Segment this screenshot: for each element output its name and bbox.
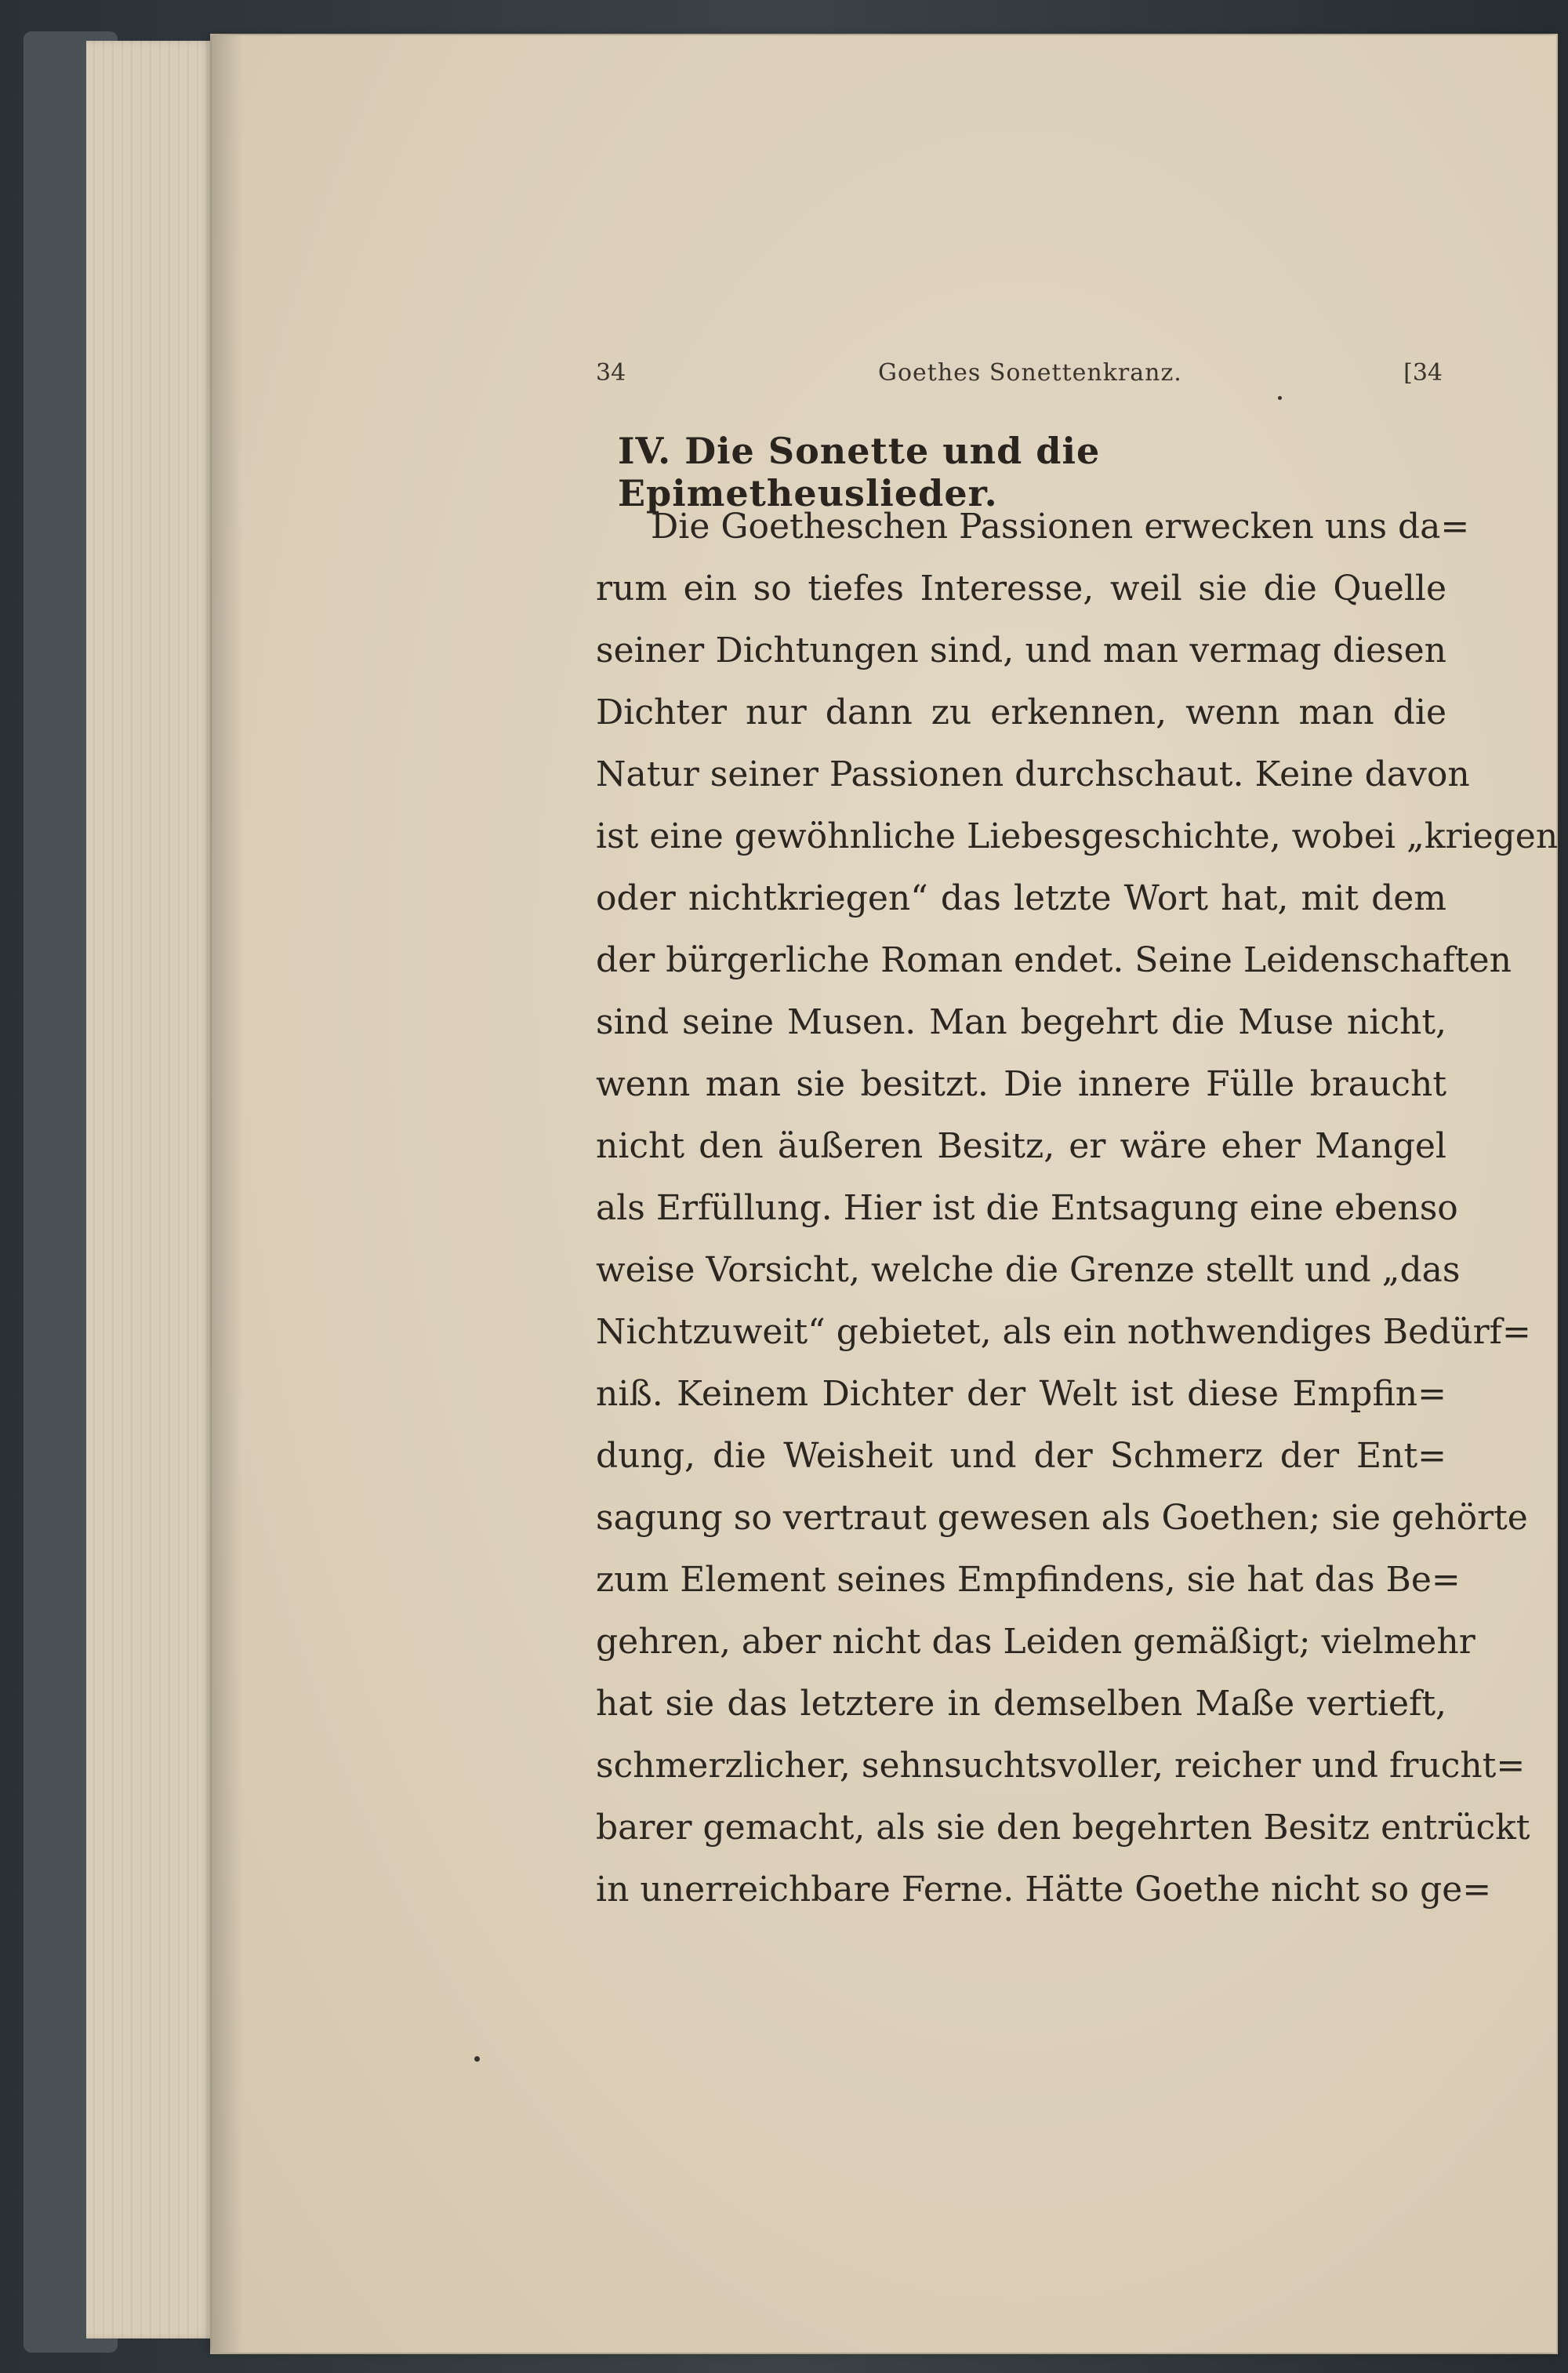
running-header bbox=[596, 359, 1443, 398]
paper-speck bbox=[1278, 396, 1282, 400]
text-line: rum ein so tiefes Interesse, weil sie die Quelle bbox=[596, 569, 1446, 609]
text-line: als Erfüllung. Hier ist die Entsagung eine ebenso bbox=[596, 1188, 1458, 1228]
text-line: Natur seiner Passionen durchschaut. Keine davon bbox=[596, 754, 1470, 794]
running-title: Goethes Sonettenkranz. bbox=[878, 359, 1182, 387]
page-number-right: [34 bbox=[1403, 359, 1443, 387]
text-line: in unerreichbare Ferne. Hätte Goethe nicht so ge= bbox=[596, 1870, 1492, 1910]
text-line: sagung so vertraut gewesen als Goethen; sie gehörte bbox=[596, 1498, 1528, 1538]
text-line: Dichter nur dann zu erkennen, wenn man die bbox=[596, 692, 1446, 732]
text-line: niß. Keinem Dichter der Welt ist diese Empfin= bbox=[596, 1374, 1446, 1414]
text-line: der bürgerliche Roman endet. Seine Leidenschaften bbox=[596, 940, 1512, 980]
text-line: seiner Dichtungen sind, und man vermag diesen bbox=[596, 630, 1446, 670]
text-line: weise Vorsicht, welche die Grenze stellt und „das bbox=[596, 1250, 1461, 1290]
text-line: oder nichtkriegen“ das letzte Wort hat, mit dem bbox=[596, 878, 1446, 918]
text-line: barer gemacht, als sie den begehrten Besitz entrückt bbox=[596, 1808, 1530, 1848]
text-line: zum Element seines Empfindens, sie hat das Be= bbox=[596, 1560, 1461, 1600]
text-line: dung, die Weisheit und der Schmerz der Ent= bbox=[596, 1436, 1446, 1476]
text-line: wenn man sie besitzt. Die innere Fülle braucht bbox=[596, 1064, 1446, 1104]
text-line: Nichtzuweit“ gebietet, als ein nothwendiges Bedürf= bbox=[596, 1312, 1531, 1352]
text-line: nicht den äußeren Besitz, er wäre eher Mangel bbox=[596, 1126, 1446, 1166]
page-number-left: 34 bbox=[596, 359, 626, 387]
body-text bbox=[596, 496, 1559, 1921]
paper-speck bbox=[474, 2056, 480, 2062]
text-line: schmerzlicher, sehnsuchtsvoller, reicher und frucht= bbox=[596, 1746, 1526, 1786]
text-line: ist eine gewöhnliche Liebesgeschichte, wobei „kriegen bbox=[596, 816, 1559, 856]
text-line: hat sie das letztere in demselben Maße vertieft, bbox=[596, 1684, 1446, 1724]
chapter-heading: IV. Die Sonette und die Epimetheuslieder. bbox=[618, 430, 1101, 514]
page-gutter-shadow bbox=[212, 35, 243, 2353]
page-stack-edges bbox=[86, 41, 220, 2338]
text-line: Die Goetheschen Passionen erwecken uns da= bbox=[651, 507, 1470, 547]
text-line: sind seine Musen. Man begehrt die Muse nicht, bbox=[596, 1002, 1446, 1042]
text-line: gehren, aber nicht das Leiden gemäßigt; vielmehr bbox=[596, 1622, 1475, 1662]
